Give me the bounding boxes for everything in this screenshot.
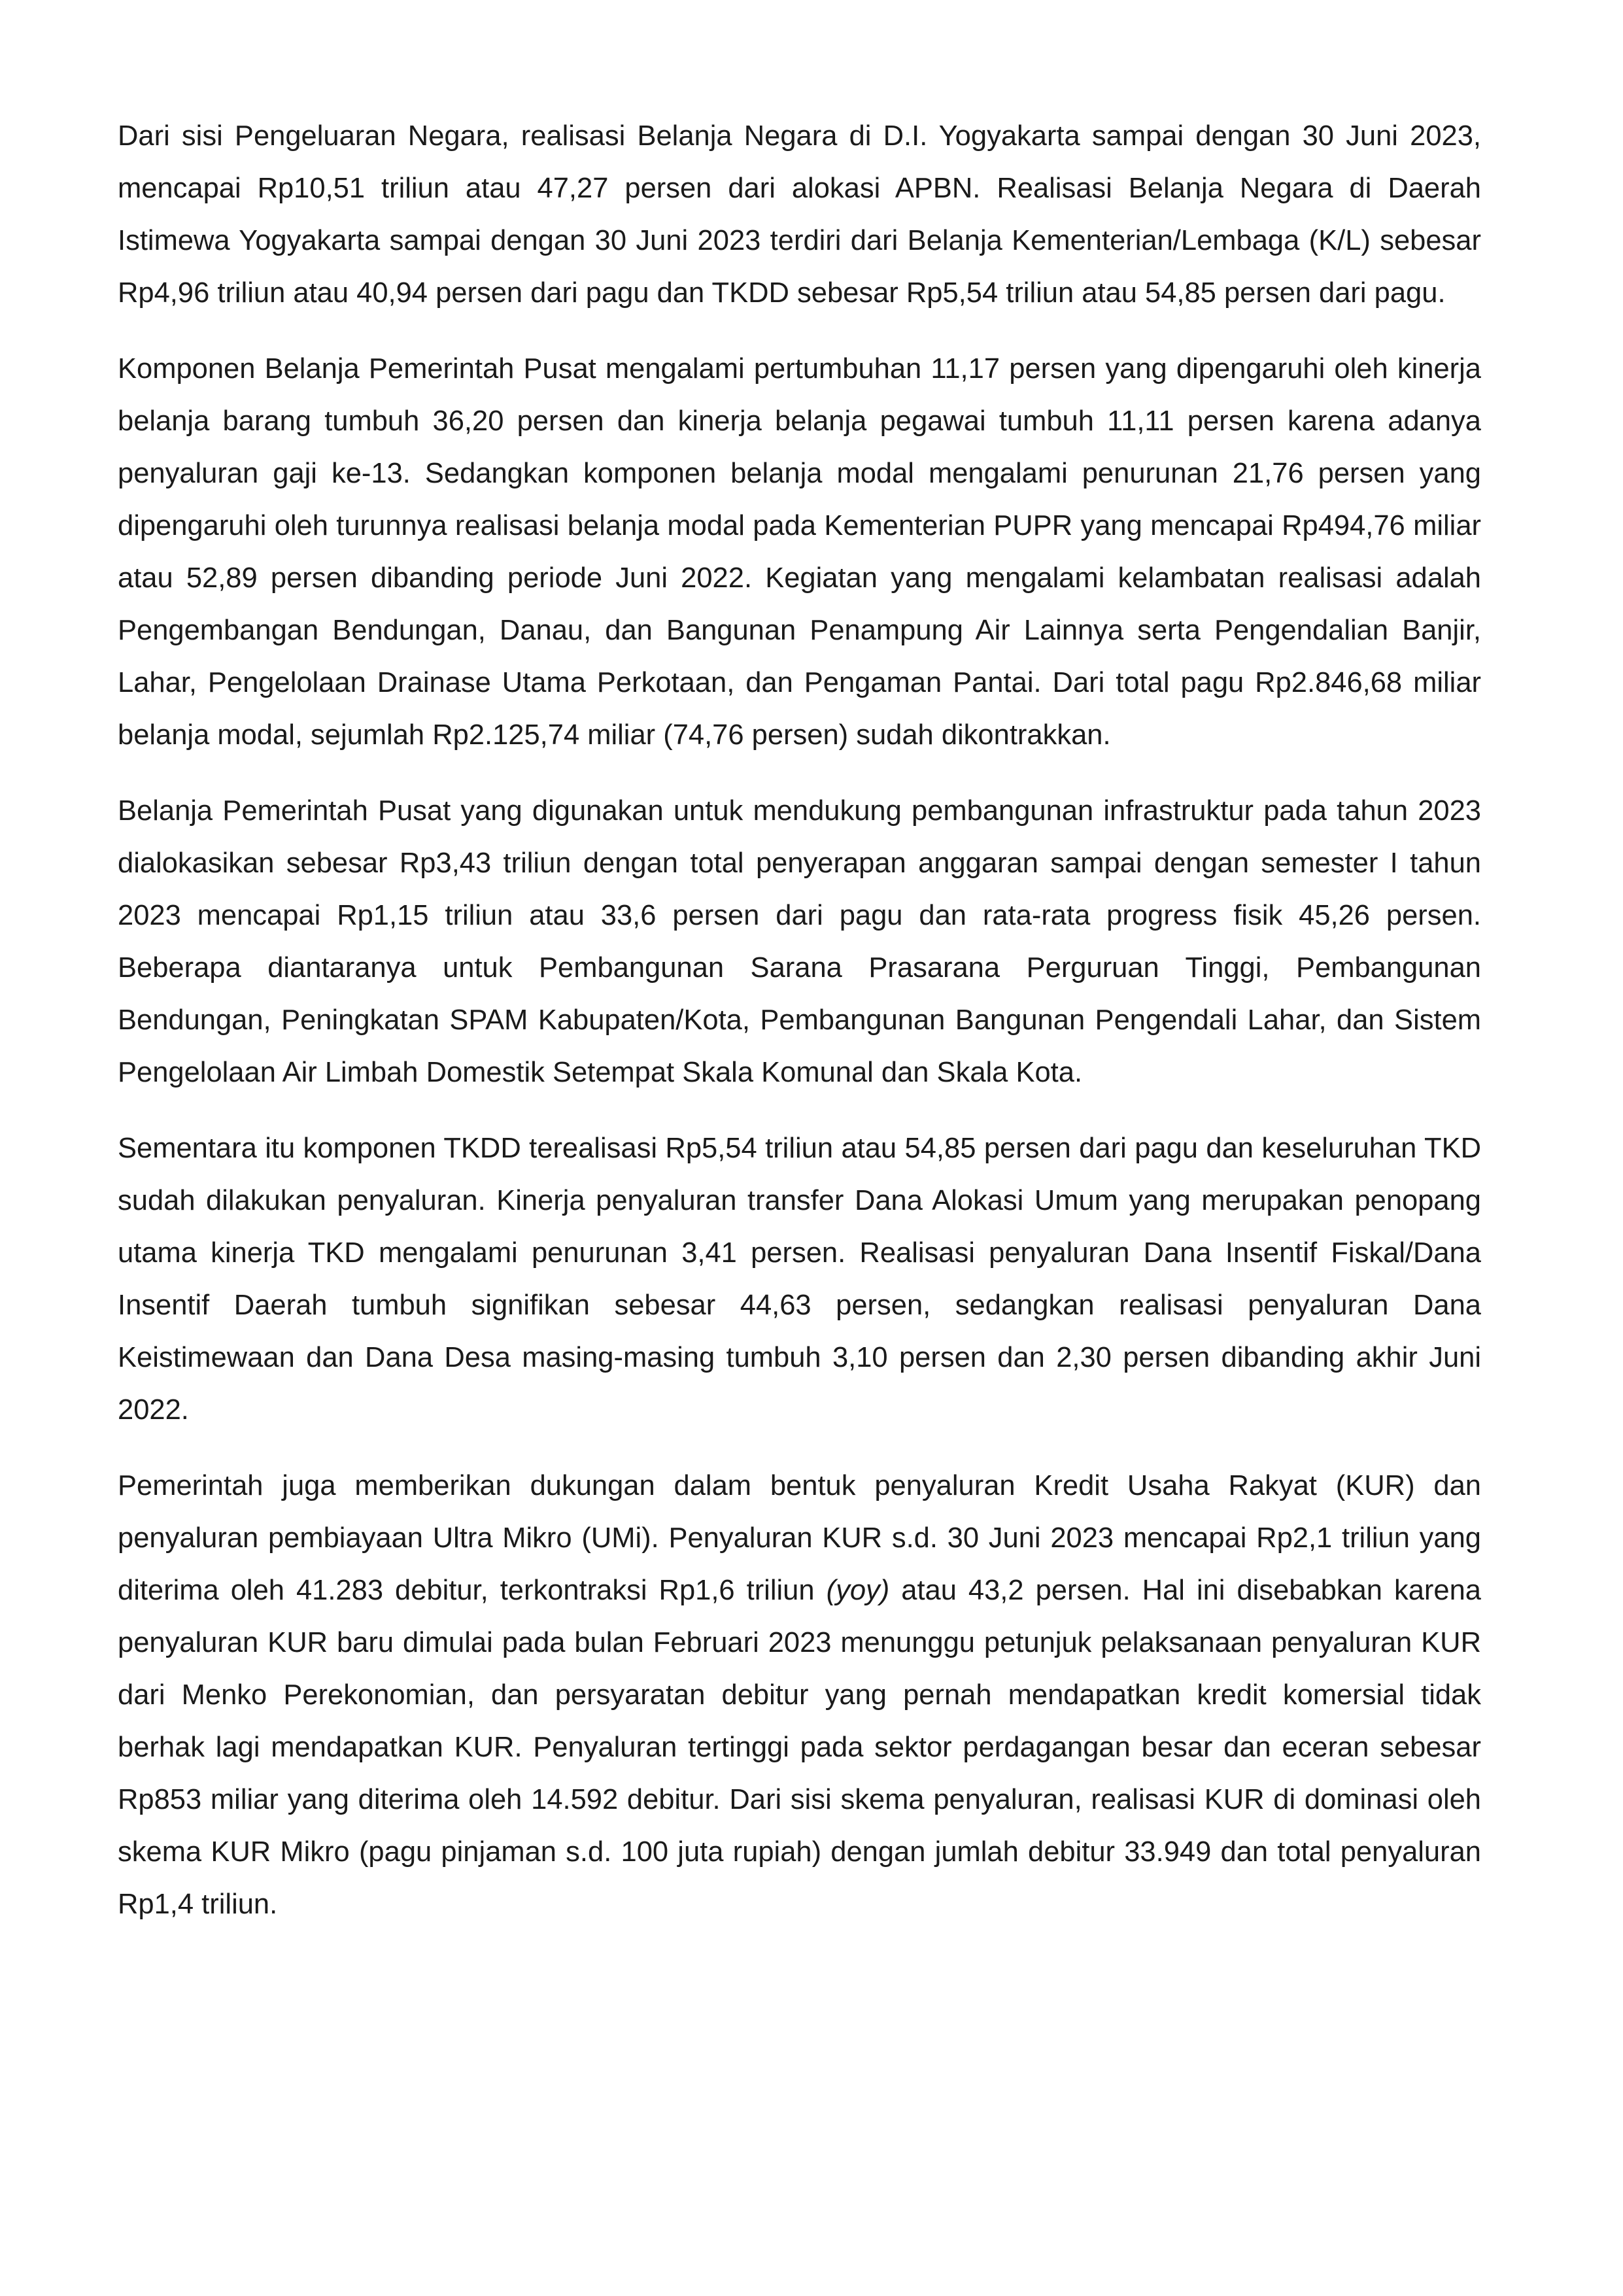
kur-text-part-1: Pemerintah juga memberikan dukungan dalam bentuk penyaluran Kredit Usaha Rakyat (KUR) dan penyaluran pembiayaan Ultra Mikro (UMi). Penyaluran KUR s.d. 30 Juni 2023 mencapai Rp2,1 triliun yang diterima oleh 41.283 debitur, terkontraksi Rp1,6 triliun [118,1470,1481,1606]
paragraph-kur [118,1460,1481,1930]
paragraph-belanja-negara: Dari sisi Pengeluaran Negara, realisasi Belanja Negara di D.I. Yogyakarta sampai dengan 30 Juni 2023, mencapai Rp10,51 triliun atau 47,27 persen dari alokasi APBN. Realisasi Belanja Negara di Daerah Istimewa Yogyakarta sampai dengan 30 Juni 2023 terdiri dari Belanja Kementerian/Lembaga (K/L) sebesar Rp4,96 triliun atau 40,94 persen dari pagu dan TKDD sebesar Rp5,54 triliun atau 54,85 persen dari pagu. [118,120,1481,309]
yoy-italic: (yoy) [826,1575,890,1606]
paragraph-belanja-pemerintah-pusat: Komponen Belanja Pemerintah Pusat mengalami pertumbuhan 11,17 persen yang dipengaruhi oleh kinerja belanja barang tumbuh 36,20 persen dan kinerja belanja pegawai tumbuh 11,11 persen karena adanya penyaluran gaji ke-13. Sedangkan komponen belanja modal mengalami penurunan 21,76 persen yang dipengaruhi oleh turunnya realisasi belanja modal pada Kementerian PUPR yang mencapai Rp494,76 miliar atau 52,89 persen dibanding periode Juni 2022. Kegiatan yang mengalami kelambatan realisasi adalah Pengembangan Bendungan, Danau, dan Bangunan Penampung Air Lainnya serta Pengendalian Banjir, Lahar, Pengelolaan Drainase Utama Perkotaan, dan Pengaman Pantai. Dari total pagu Rp2.846,68 miliar belanja modal, sejumlah Rp2.125,74 miliar (74,76 persen) sudah dikontrakkan. [118,353,1481,751]
paragraph-tkdd: Sementara itu komponen TKDD terealisasi Rp5,54 triliun atau 54,85 persen dari pagu dan keseluruhan TKD sudah dilakukan penyaluran. Kinerja penyaluran transfer Dana Alokasi Umum yang merupakan penopang utama kinerja TKD mengalami penurunan 3,41 persen. Realisasi penyaluran Dana Insentif Fiskal/Dana Insentif Daerah tumbuh signifikan sebesar 44,63 persen, sedangkan realisasi penyaluran Dana Keistimewaan dan Dana Desa masing-masing tumbuh 3,10 persen dan 2,30 persen dibanding akhir Juni 2022. [118,1133,1481,1426]
document-body [118,110,1481,1954]
kur-text-part-2: atau 43,2 persen. Hal ini disebabkan karena penyaluran KUR baru dimulai pada bulan Februari 2023 menunggu petunjuk pelaksanaan penyaluran KUR dari Menko Perekonomian, dan persyaratan debitur yang pernah mendapatkan kredit komersial tidak berhak lagi mendapatkan KUR. Penyaluran tertinggi pada sektor perdagangan besar dan eceran sebesar Rp853 miliar yang diterima oleh 14.592 debitur. Dari sisi skema penyaluran, realisasi KUR di dominasi oleh skema KUR Mikro (pagu pinjaman s.d. 100 juta rupiah) dengan jumlah debitur 33.949 dan total penyaluran Rp1,4 triliun. [118,1575,1481,1920]
paragraph-infrastruktur: Belanja Pemerintah Pusat yang digunakan untuk mendukung pembangunan infrastruktur pada tahun 2023 dialokasikan sebesar Rp3,43 triliun dengan total penyerapan anggaran sampai dengan semester I tahun 2023 mencapai Rp1,15 triliun atau 33,6 persen dari pagu dan rata-rata progress fisik 45,26 persen. Beberapa diantaranya untuk Pembangunan Sarana Prasarana Perguruan Tinggi, Pembangunan Bendungan, Peningkatan SPAM Kabupaten/Kota, Pembangunan Bangunan Pengendali Lahar, dan Sistem Pengelolaan Air Limbah Domestik Setempat Skala Komunal dan Skala Kota. [118,795,1481,1088]
